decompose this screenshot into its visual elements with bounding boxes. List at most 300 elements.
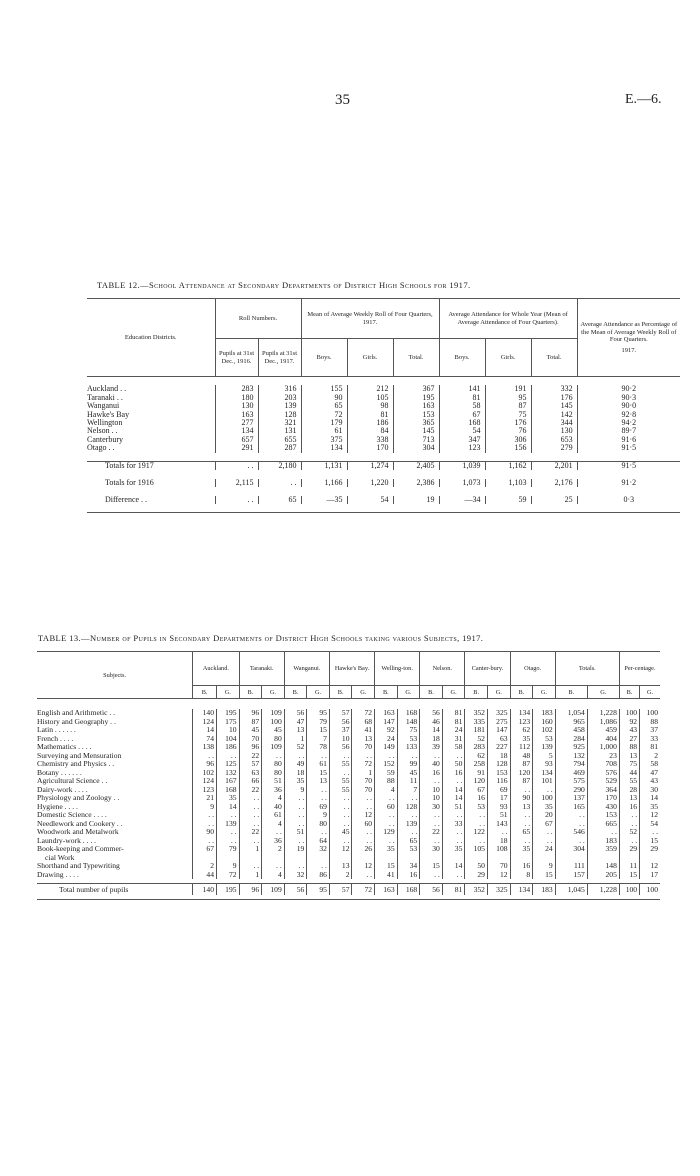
subject-row: [37, 760, 660, 769]
district-row: [87, 411, 680, 419]
cell: 96: [193, 760, 217, 769]
cell: 62: [510, 726, 533, 735]
cell: 134: [215, 427, 258, 435]
cell: 12: [487, 871, 510, 880]
cell: 57: [329, 884, 352, 895]
cell: 14: [442, 786, 465, 795]
cell: 54: [640, 820, 660, 829]
cell: 227: [487, 743, 510, 752]
cell: 332: [531, 385, 577, 393]
cell: 61: [307, 760, 330, 769]
cell: —34: [439, 496, 485, 504]
cell: . .: [375, 811, 398, 820]
cell: 35: [216, 794, 239, 803]
cell: 56: [284, 884, 307, 895]
cell: 156: [485, 444, 531, 452]
cell: 18: [487, 837, 510, 846]
cell: 26: [352, 845, 375, 862]
cell: 92: [375, 726, 398, 735]
cell: 102: [533, 726, 556, 735]
subject-label: Domestic Science . . . .: [37, 811, 107, 819]
district-name: Wanganui: [87, 402, 120, 411]
girls-column-header: G.: [587, 686, 619, 699]
cell: 16: [442, 769, 465, 778]
cell: 653: [531, 436, 577, 444]
cell: 16: [619, 803, 639, 812]
cell: 167: [216, 777, 239, 786]
subject-label: Hygiene . . . .: [37, 802, 78, 811]
cell: 95: [485, 394, 531, 402]
cell: 459: [587, 726, 619, 735]
cell: 16: [420, 769, 443, 778]
subject-name: [37, 709, 193, 718]
cell: 794: [555, 760, 587, 769]
cell: 195: [216, 709, 239, 718]
cell: 128: [258, 411, 301, 419]
cell: 91·6: [577, 436, 680, 444]
cell: 1,131: [301, 462, 347, 471]
cell: 183: [533, 709, 556, 718]
cell: . .: [239, 837, 262, 846]
cell: . .: [307, 794, 330, 803]
cell: 67: [193, 845, 217, 862]
cell: 15: [619, 871, 639, 880]
cell: 108: [487, 845, 510, 862]
girls-column-header: G.: [397, 686, 420, 699]
cell: 48: [510, 752, 533, 761]
cell: 88: [375, 777, 398, 786]
cell: 90·3: [577, 394, 680, 402]
cell: 35: [640, 803, 660, 812]
district-column-header: Wanganui.: [284, 652, 329, 686]
subject-name: [37, 803, 193, 812]
boys-column-header: B.: [375, 686, 398, 699]
cell: 14: [193, 726, 217, 735]
cell: 10: [420, 786, 443, 795]
cell: 105: [465, 845, 488, 862]
cell: 291: [215, 444, 258, 452]
subject-name: [37, 769, 193, 778]
cell: 18: [420, 735, 443, 744]
district-column-header: Otago.: [510, 652, 555, 686]
cell: 81: [640, 743, 660, 752]
cell: 27: [619, 735, 639, 744]
cell: . .: [352, 752, 375, 761]
cell: 88: [640, 718, 660, 727]
subject-name: [37, 726, 193, 735]
cell: 19: [393, 496, 439, 504]
total-pupils-row: [37, 884, 660, 895]
cell: 91·5: [577, 462, 680, 471]
cell: . .: [465, 837, 488, 846]
district-name: Canterbury: [87, 435, 123, 444]
cell: 11: [397, 777, 420, 786]
cell: 546: [555, 828, 587, 837]
cell: 81: [347, 411, 393, 419]
cell: 186: [347, 419, 393, 427]
subject-label: Mathematics . . . .: [37, 743, 92, 751]
cell: 186: [216, 743, 239, 752]
cell: 430: [587, 803, 619, 812]
cell: 183: [587, 837, 619, 846]
attend-total-header: Total.: [531, 339, 577, 377]
subject-label: Drawing . . . .: [37, 870, 79, 879]
cell: 12: [329, 845, 352, 862]
cell: 19: [284, 845, 307, 862]
cell: 175: [216, 718, 239, 727]
boys-column-header: B.: [619, 686, 639, 699]
cell: . .: [239, 811, 262, 820]
district-column-header: Per-centage.: [619, 652, 660, 686]
subject-row: [37, 811, 660, 820]
cell: 2: [640, 752, 660, 761]
cell: 91·2: [577, 479, 680, 487]
cell: . .: [216, 828, 239, 837]
cell: 965: [555, 718, 587, 727]
cell: 80: [307, 820, 330, 829]
cell: 56: [329, 743, 352, 752]
district-row: [87, 436, 680, 444]
cell: 131: [258, 427, 301, 435]
district-column-header: Hawke's Bay.: [329, 652, 374, 686]
cell: 34: [397, 862, 420, 871]
subject-name: [37, 845, 193, 862]
cell: . .: [352, 837, 375, 846]
cell: . .: [420, 811, 443, 820]
subject-row: [37, 718, 660, 727]
boys-column-header: B.: [420, 686, 443, 699]
cell: 23: [587, 752, 619, 761]
cell: 134: [510, 709, 533, 718]
cell: 55: [329, 786, 352, 795]
cell: . .: [375, 820, 398, 829]
cell: 367: [393, 385, 439, 393]
cell: 40: [420, 760, 443, 769]
cell: . .: [510, 811, 533, 820]
cell: 14: [442, 794, 465, 803]
cell: . .: [420, 837, 443, 846]
cell: 1: [239, 845, 262, 862]
cell: 404: [587, 735, 619, 744]
mean-girls-header: Girls.: [347, 339, 393, 377]
district-column-header: Taranaki.: [239, 652, 284, 686]
cell: 287: [258, 444, 301, 452]
cell: 148: [397, 718, 420, 727]
subject-name: [37, 837, 193, 846]
subject-label: Agricultural Science . .: [37, 777, 108, 785]
page-reference: E.—6.: [625, 92, 662, 107]
cell: 139: [258, 402, 301, 410]
subject-label: Latin . . . . . .: [37, 726, 76, 734]
cell: 195: [216, 884, 239, 895]
cell: . .: [262, 828, 285, 837]
cell: 51: [262, 777, 285, 786]
district-column-header: Canter-bury.: [465, 652, 510, 686]
cell: 183: [533, 884, 556, 895]
cell: 2,405: [393, 462, 439, 471]
cell: 45: [397, 769, 420, 778]
cell: 41: [375, 871, 398, 880]
subject-row: [37, 845, 660, 862]
cell: 176: [531, 394, 577, 402]
cell: 54: [347, 496, 393, 504]
cell: 53: [397, 845, 420, 862]
cell: 134: [301, 444, 347, 452]
cell: 80: [262, 760, 285, 769]
cell: 100: [640, 884, 660, 895]
cell: 35: [284, 777, 307, 786]
cell: 47: [640, 769, 660, 778]
subjects-header: Subjects.: [37, 652, 193, 699]
district-name: Otago . .: [87, 444, 115, 453]
subject-row: [37, 803, 660, 812]
cell: 116: [487, 777, 510, 786]
cell: 92·8: [577, 411, 680, 419]
cell: 111: [555, 862, 587, 871]
cell: . .: [442, 777, 465, 786]
cell: 81: [442, 709, 465, 718]
subject-label: French . . . .: [37, 734, 74, 743]
cell: 94·2: [577, 419, 680, 427]
cell: 64: [307, 837, 330, 846]
cell: 9: [307, 811, 330, 820]
pupils-1917-header: Pupils at 31st Dec., 1917.: [258, 339, 301, 377]
district-row: [87, 419, 680, 427]
attendance-header: Average Attendance for Whole Year (Mean of Average Attendance of Four Quarters).: [439, 299, 577, 339]
cell: . .: [307, 786, 330, 795]
cell: 0·3: [577, 496, 680, 504]
cell: 147: [487, 726, 510, 735]
cell: 124: [193, 718, 217, 727]
cell: 56: [420, 884, 443, 895]
cell: . .: [510, 820, 533, 829]
totals-row: [87, 496, 680, 504]
cell: 98: [347, 402, 393, 410]
cell: 279: [531, 444, 577, 452]
cell: 52: [284, 743, 307, 752]
cell: 469: [555, 769, 587, 778]
cell: 2: [193, 862, 217, 871]
subject-label: Book-keeping and Commer-: [37, 845, 124, 853]
cell: 58: [439, 402, 485, 410]
cell: 11: [619, 862, 639, 871]
cell: 170: [587, 794, 619, 803]
subject-row: [37, 828, 660, 837]
boys-column-header: B.: [555, 686, 587, 699]
cell: . .: [510, 786, 533, 795]
cell: . .: [420, 820, 443, 829]
cell: 153: [487, 769, 510, 778]
cell: 35: [375, 845, 398, 862]
cell: 306: [485, 436, 531, 444]
cell: . .: [619, 820, 639, 829]
cell: 105: [347, 394, 393, 402]
cell: 316: [258, 385, 301, 393]
cell: 87: [510, 760, 533, 769]
cell: 56: [329, 718, 352, 727]
cell: 138: [193, 743, 217, 752]
cell: 13: [510, 803, 533, 812]
cell: 321: [258, 419, 301, 427]
cell: . .: [533, 786, 556, 795]
cell: 139: [533, 743, 556, 752]
cell: . .: [352, 794, 375, 803]
cell: . .: [397, 794, 420, 803]
percentage-year: 1917.: [621, 346, 637, 354]
cell: 70: [239, 735, 262, 744]
district-header: Education Districts.: [87, 299, 215, 377]
cell: 163: [393, 402, 439, 410]
girls-column-header: G.: [487, 686, 510, 699]
girls-column-header: G.: [533, 686, 556, 699]
cell: 13: [329, 862, 352, 871]
cell: 49: [284, 760, 307, 769]
cell: 284: [555, 735, 587, 744]
cell: 72: [352, 709, 375, 718]
cell: . .: [442, 828, 465, 837]
cell: 925: [555, 743, 587, 752]
cell: 163: [215, 411, 258, 419]
district-name: Auckland . .: [87, 385, 127, 394]
cell: 90·2: [577, 385, 680, 393]
cell: 91: [465, 769, 488, 778]
cell: 12: [352, 811, 375, 820]
subject-name: [37, 794, 193, 803]
subject-label-cont: cial Work: [45, 852, 75, 862]
cell: 24: [375, 735, 398, 744]
cell: 69: [307, 803, 330, 812]
cell: 148: [587, 862, 619, 871]
cell: 22: [239, 752, 262, 761]
spacer-row: [87, 470, 680, 478]
cell: 30: [420, 803, 443, 812]
cell: . .: [329, 803, 352, 812]
cell: 100: [640, 709, 660, 718]
cell: 109: [262, 709, 285, 718]
cell: 10: [329, 735, 352, 744]
cell: 168: [439, 419, 485, 427]
cell: . .: [465, 811, 488, 820]
cell: 56: [284, 709, 307, 718]
district-column-header: Auckland.: [193, 652, 239, 686]
subject-row: [37, 794, 660, 803]
cell: 55: [619, 777, 639, 786]
district-name: Nelson . .: [87, 427, 118, 436]
cell: . .: [442, 871, 465, 880]
cell: 63: [487, 735, 510, 744]
cell: 9: [533, 862, 556, 871]
cell: 44: [619, 769, 639, 778]
subject-row: [37, 709, 660, 718]
subject-row: [37, 871, 660, 880]
district-row: [87, 385, 680, 393]
cell: 2,180: [258, 462, 301, 471]
subjects-table: [37, 651, 660, 900]
cell: 344: [531, 419, 577, 427]
cell: 155: [301, 385, 347, 393]
cell: 1: [352, 769, 375, 778]
cell: 1,054: [555, 709, 587, 718]
cell: 15: [640, 837, 660, 846]
cell: . .: [329, 752, 352, 761]
cell: 708: [587, 760, 619, 769]
cell: 2,115: [215, 479, 258, 487]
boys-column-header: B.: [329, 686, 352, 699]
subject-name: [37, 760, 193, 769]
cell: 335: [465, 718, 488, 727]
cell: 104: [216, 735, 239, 744]
cell: 325: [487, 709, 510, 718]
cell: 12: [352, 862, 375, 871]
subject-name: [37, 862, 193, 871]
cell: 10: [216, 726, 239, 735]
cell: . .: [307, 862, 330, 871]
cell: . .: [420, 777, 443, 786]
cell: 165: [555, 803, 587, 812]
cell: . .: [284, 862, 307, 871]
cell: 67: [439, 411, 485, 419]
cell: 124: [193, 777, 217, 786]
cell: 375: [301, 436, 347, 444]
cell: 22: [239, 786, 262, 795]
table12-title: TABLE 12.—School Attendance at Secondary Departments of District High Schools for 1917.: [97, 280, 471, 290]
cell: 7: [397, 786, 420, 795]
cell: 130: [215, 402, 258, 410]
subject-name: [37, 786, 193, 795]
cell: 1: [239, 871, 262, 880]
cell: 72: [216, 871, 239, 880]
cell: 102: [193, 769, 217, 778]
cell: 140: [193, 884, 217, 895]
cell: 153: [393, 411, 439, 419]
cell: 35: [510, 735, 533, 744]
subject-label: Dairy-work . . . .: [37, 785, 88, 794]
cell: 54: [439, 427, 485, 435]
cell: . .: [640, 828, 660, 837]
girls-column-header: G.: [216, 686, 239, 699]
cell: 176: [485, 419, 531, 427]
cell: 14: [216, 803, 239, 812]
total-pupils-label: Total number of pupils: [37, 884, 193, 895]
cell: . .: [420, 871, 443, 880]
cell: 74: [193, 735, 217, 744]
cell: 72: [352, 760, 375, 769]
cell: 69: [487, 786, 510, 795]
cell: 122: [465, 828, 488, 837]
cell: 1,073: [439, 479, 485, 487]
cell: 67: [533, 820, 556, 829]
cell: 28: [619, 786, 639, 795]
cell: 147: [375, 718, 398, 727]
cell: 22: [239, 828, 262, 837]
cell: 283: [465, 743, 488, 752]
cell: 56: [420, 709, 443, 718]
cell: 137: [555, 794, 587, 803]
cell: 153: [587, 811, 619, 820]
subject-name: [37, 752, 193, 761]
table13-title: TABLE 13.—Number of Pupils in Secondary Departments of District High Schools taking various Subjects, 1917.: [38, 633, 484, 643]
cell: 1,103: [485, 479, 531, 487]
percentage-header-text: Average Attendance as Percentage of the Mean of Average Weekly Roll of Four Quarters.: [580, 321, 678, 343]
subject-row: [37, 743, 660, 752]
cell: 24: [442, 726, 465, 735]
subject-label: Physiology and Zoology . .: [37, 794, 120, 802]
cell: . .: [352, 803, 375, 812]
subject-name: [37, 811, 193, 820]
boys-column-header: B.: [239, 686, 262, 699]
cell: 75: [619, 760, 639, 769]
cell: 304: [393, 444, 439, 452]
